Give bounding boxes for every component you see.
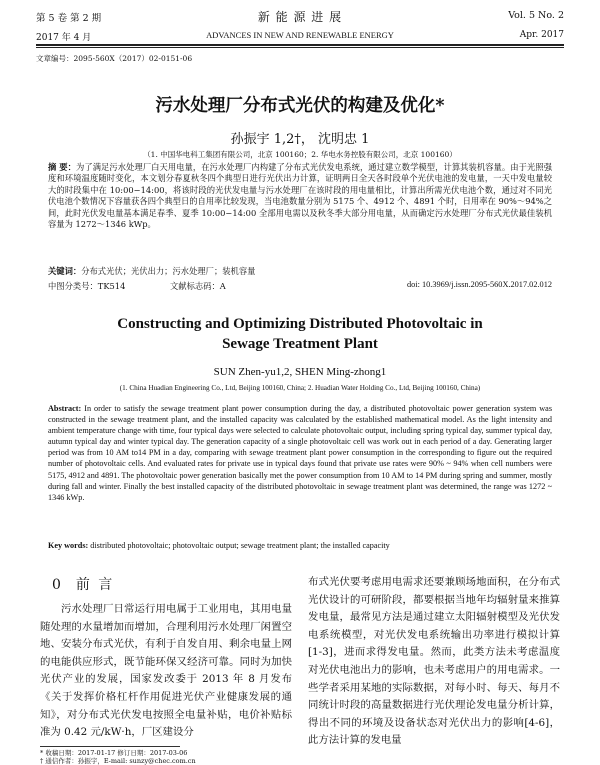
section-number: 0	[52, 577, 63, 593]
volume-label: Vol. 5 No. 2	[508, 10, 564, 21]
header-rule-thin	[36, 47, 564, 48]
keywords-zh-label: 关键词：	[48, 266, 82, 276]
footnote-rule	[40, 746, 180, 747]
abstract-en-text: In order to satisfy the sewage treatment plant power consumption during the day, a distributed photovoltaic power generation system was constructed in the sewage treatment plant, and the installed capacity was calculated by the established mathematical model. As the light intensity and ambient temperature change with time, four typical days were selected to calculate photovoltaic output, including spring typical day, summer typical day, autumn typical day and winter typical day. The generation capacity of a single photovoltaic cell was work out in each period of a day. Generating larger period was from 10 AM to14 PM in a day, comparing with sewage treatment plant power consumption in the corresponding to figure out the required number of photovoltaic cells. And evaluated rates for private use in typical days found that private use rates were 90% ~ 94% when cell numbers were 5175, 4912 and 4891. The photovoltaic power generation basically met the power consumption from 10 AM to 14 PM during spring and summer, mostly during fall and winter. Finally the best installed capacity of the distributed photovoltaic in sewage treatment plant was determined, the range was 1272 ~ 1346 kWp.	[48, 404, 553, 502]
body-left-column: 污水处理厂日常运行用电属于工业用电，其用电量随处理的水量增加而增加，合理利用污水处理厂闲置空地、安装分布式光伏，有利于自发自用、剩余电量上网的电能供应形式，既节能环保又经济可靠。同时为加快光伏产业的发展，国家发改委于 2013 年 8 月发布《关于发挥价格杠杆作用促进光伏产业健康发展的通知》，对分布式光伏发电按照全电量补贴，电价补贴标准为 0.42 元/kW·h，厂区建设分	[40, 603, 292, 739]
abstract-en-label: Abstract:	[48, 404, 82, 413]
title-en-line-1: Constructing and Optimizing Distributed Photovoltaic in	[117, 316, 483, 332]
date-zh: 2017 年 4 月	[36, 33, 92, 43]
keywords-en	[48, 540, 552, 551]
footnote-received: * 收稿日期：2017-01-17 修订日期：2017-03-06	[40, 749, 188, 757]
header-rule	[36, 44, 564, 46]
document-code: 文献标志码：A	[170, 281, 226, 291]
doi: doi: 10.3969/j.issn.2095-560X.2017.02.012	[407, 280, 552, 289]
keywords-en-label: Key words:	[48, 541, 89, 550]
date-en: Apr. 2017	[519, 30, 564, 40]
title-en-line-2: Sewage Treatment Plant	[222, 336, 378, 352]
journal-name-zh: 新 能 源 进 展	[257, 10, 343, 24]
authors-en: SUN Zhen-yu1,2, SHEN Ming-zhong1	[213, 366, 387, 378]
affiliation-zh: （1. 中国华电科工集团有限公司，北京 100160；2. 华电水务控股有限公司，北京 100160）	[143, 150, 457, 159]
keywords-zh-text: 分布式光伏；光伏出力；污水处理厂；装机容量	[81, 266, 256, 276]
abstract-zh-text: 为了满足污水处理厂白天用电量，在污水处理厂内构建了分布式光伏发电系统，通过建立数学模型，计算其装机容量。由于光照强度和环境温度随时变化，本文划分春夏秋冬四个典型日进行光伏出力计算，证明两日全天各时段单个光伏电池的发电量，一天中发电量较大的时段集中在 10:00−14:00，将该时段的光伏发电量与污水处理厂在该时段的用电量相比，计算出所需光伏电池个数，通过对不同光伏电池个数情况下容量获各四个典型日的自用率比较发现，当电池数量分别为 5175 个、4912 个、4891 个时，日用率在 90%～94%之间，此时光伏发电量基本满足春季、夏季 10:00−14:00 全部用电需以及秋冬季大部分用电量，从而确定污水处理厂分布式光伏最佳装机容量为 1272～1346 kWp。	[48, 162, 552, 230]
footnote-contact: † 通信作者：孙振宇，E-mail: sunzy@chec.com.cn	[40, 757, 196, 765]
authors-zh: 孙振宇 1,2†， 沈明忠 1	[230, 132, 370, 147]
abstract-zh-label: 摘 要：	[48, 162, 76, 172]
abstract-en	[48, 403, 552, 503]
section-title: 前 言	[75, 577, 115, 593]
body-right-column: 布式光伏要考虑用电需求还要兼顾场地面积，在分布式光伏设计的可研阶段，都要根据当地年均辐射量来推算发电量，最常见方法是通过建立太阳辐射模型及光伏发电系统模型，对光伏发电系统输出功率进行模拟计算[1-3]，进而求得发电量。然而，此类方法未考虑温度对光伏电池出力的影响，也未考虑用户的用电需求。一些学者采用某地的实际数据，对每小时、每天、每月不同统计时段的高量数据进行光伏理论发电量分析计算，得出不同的环境及设备状态对光伏出力的影响[4-6]，此方法计算的发电量	[308, 576, 560, 747]
journal-name-en: ADVANCES IN NEW AND RENEWABLE ENERGY	[206, 30, 394, 40]
section-heading	[52, 574, 114, 594]
clc-number: 中图分类号：TK514	[48, 281, 126, 291]
title-zh: 污水处理厂分布式光伏的构建及优化*	[155, 96, 445, 116]
affiliation-en: (1. China Huadian Engineering Co., Ltd, Beijing 100160, China; 2. Huadian Water Holding Co., Ltd, Beijing 100160, China)	[119, 384, 481, 392]
abstract-zh	[48, 162, 552, 230]
keywords-zh	[48, 266, 552, 277]
article-number: 文章编号：2095-560X（2017）02-0151-06	[36, 54, 193, 63]
keywords-en-text: distributed photovoltaic; photovoltaic output; sewage treatment plant; the installed capacity	[90, 541, 390, 550]
issue-label: 第 5 卷 第 2 期	[36, 13, 102, 24]
